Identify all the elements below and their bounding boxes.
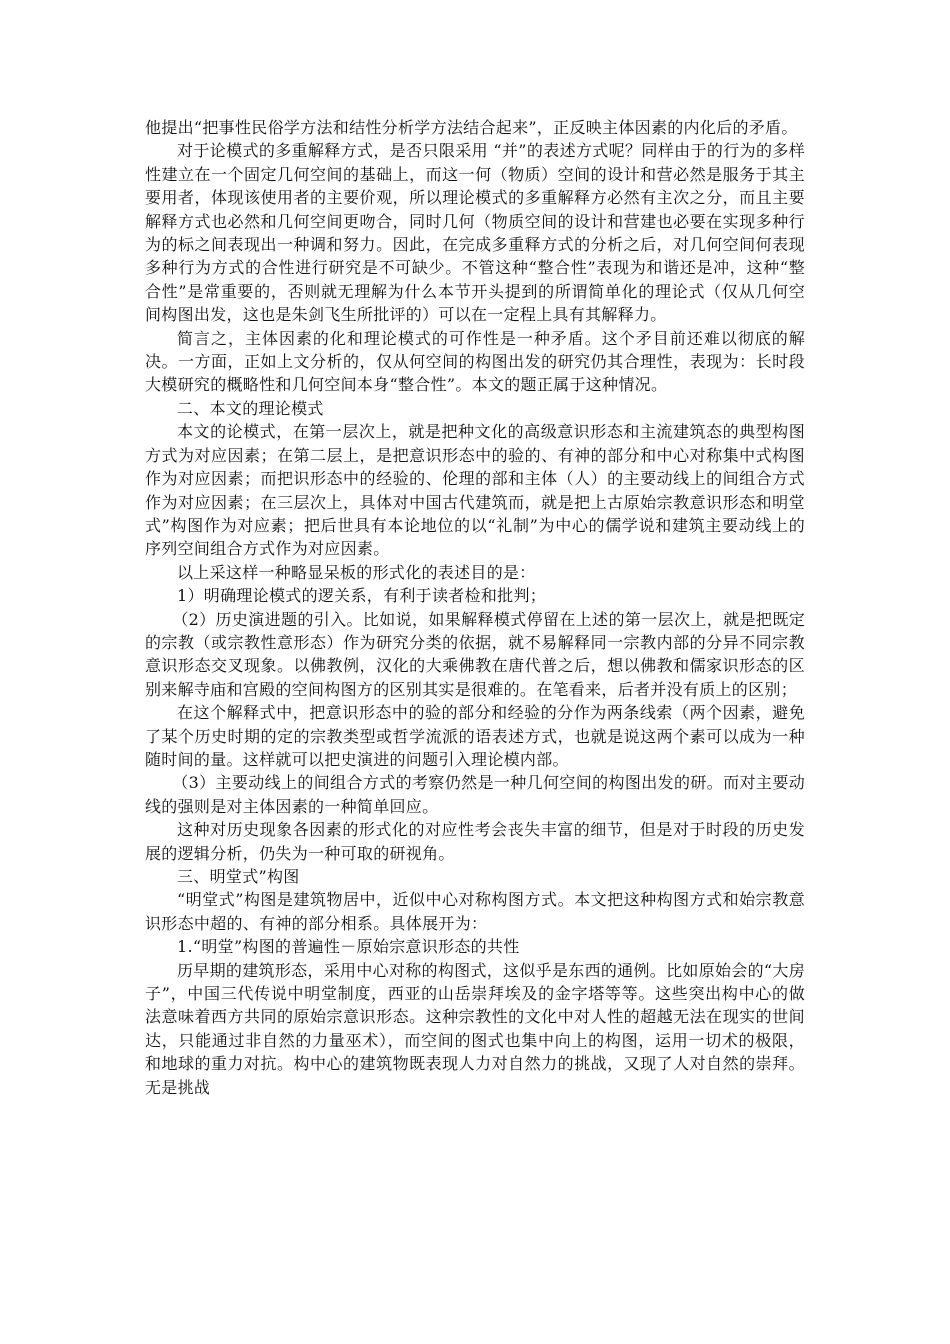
paragraph-mingtang-intro: “明堂式”构图是建筑物居中，近似中心对称构图方式。本文把这种构图方式和始宗教意识形态中超的、有神的部分相系。具体展开为：	[145, 890, 805, 933]
paragraph-theory-model: 本文的论模式，在第一层次上，就是把种文化的高级意识形态和主流建筑态的典型构图方式为对应因素；在第二层上，是把意识形态中的验的、有神的部分和中心对称集中式构图作为对应因素；而把识形态中的经验的、伦理的部和主体（人）的主要动线上的间组合方式作为对应因素；在三层次上，具体对中国古代建筑而，就是把上古原始宗教意识形态和明堂式”构图作为对应素；把后世具有本论地位的以“礼制”为中心的儒学说和建筑主要动线上的序列空间组合方式作为对应因素。	[145, 422, 805, 559]
section-heading-2: 二、本文的理论模式	[177, 398, 324, 418]
section-heading-3: 三、明堂式”构图	[177, 867, 300, 886]
paragraph-summary: 简言之，主体因素的化和理论模式的可作性是一种矛盾。这个矛目前还难以彻底的解决。一方面，正如上文分析的，仅从何空间的构图出发的研究仍其合理性，表现为：长时段大模研究的概略性和几何空间本身“整合性”。本文的题正属于这种情况。	[145, 328, 805, 395]
list-item-3: （3）主要动线上的间组合方式的考察仍然是一种几何空间的构图出发的研。而对主要动线的强则是对主体因素的一种简单回应。	[145, 773, 805, 816]
paragraph-early-architecture: 历早期的建筑形态，采用中心对称的构图式，这似乎是东西的通例。比如原始会的“大房子”，中国三代传说中明堂制度，西亚的山岳崇拜埃及的金字塔等等。这些突出构中心的做法意味着西方共同的原始宗意识形态。这种宗教性的文化中对人性的超越无法在现实的世间达，只能通过非自然的力量巫术），而空间的图式也集中向上的构图，运用一切术的极限，和地球的重力对抗。构中心的建筑物既表现人力对自然力的挑战，又现了人对自然的崇拜。无是挑战	[145, 960, 805, 1097]
paragraph-purpose: 以上采这样一种略显呆板的形式化的表述目的是：	[177, 562, 536, 582]
paragraph-intro-continuation: 他提出“把事性民俗学方法和结性分析学方法结合起来”，正反映主体因素的内化后的矛盾。	[145, 118, 798, 137]
document-page	[145, 116, 805, 1099]
paragraph-explanation: 在这个解释式中，把意识形态中的验的部分和经验的分作为两条线索（两个因素，避免了某个历史时期的定的宗教类型或哲学流派的语表述方式，也就是说这两个素可以成为一种随时间的量。这样就可以把史演进的问题引入理论模内部。	[145, 703, 805, 769]
paragraph-formalization: 这种对历史现象各因素的形式化的对应性考会丧失丰富的细节，但是对于时段的历史发展的逻辑分析，仍失为一种可取的研视角。	[145, 820, 805, 863]
list-item-2: （2）历史演进题的引入。比如说，如果解释模式停留在上述的第一层次上，就是把既定的宗教（或宗教性意形态）作为研究分类的依据，就不易解释同一宗教内部的分异不同宗教意识形态交叉现象。以佛教例，汉化的大乘佛教在唐代普之后，想以佛教和儒家识形态的区别来解寺庙和宫殿的空间构图方的区别其实是很难的。在笔看来，后者并没有质上的区别；	[145, 609, 805, 699]
paragraph-multiple-interpretation: 对于论模式的多重解释方式，是否只限采用 “并”的表述方式呢？同样由于的行为的多样性建立在一个固定几何空间的基础上，而这一何（物质）空间的设计和营必然是服务于其主要用者，体现该使用者的主要价观，所以理论模式的多重解释方必然有主次之分，而且主要解释方式也必然和几何空间更吻合，同时几何（物质空间的设计和营建也必要在实现多种行为的标之间表现出一种调和努力。因此，在完成多重释方式的分析之后，对几何空间何表现多种行为方式的合性进行研究是不可缺少。不管这种“整合性”表现为和谐还是冲，这种“整合性”是常重要的，否则就无理解为什么本节开头提到的所谓简单化的理论式（仅从几何空间构图出发，这也是朱剑飞生所批评的）可以在一定程上具有其解释力。	[145, 141, 805, 325]
subsection-heading-1: 1.“明堂”构图的普遍性－原始宗意识形态的共性	[177, 937, 520, 957]
list-item-1: 1）明确理论模式的逻关系，有利于读者检和批判；	[177, 586, 547, 606]
